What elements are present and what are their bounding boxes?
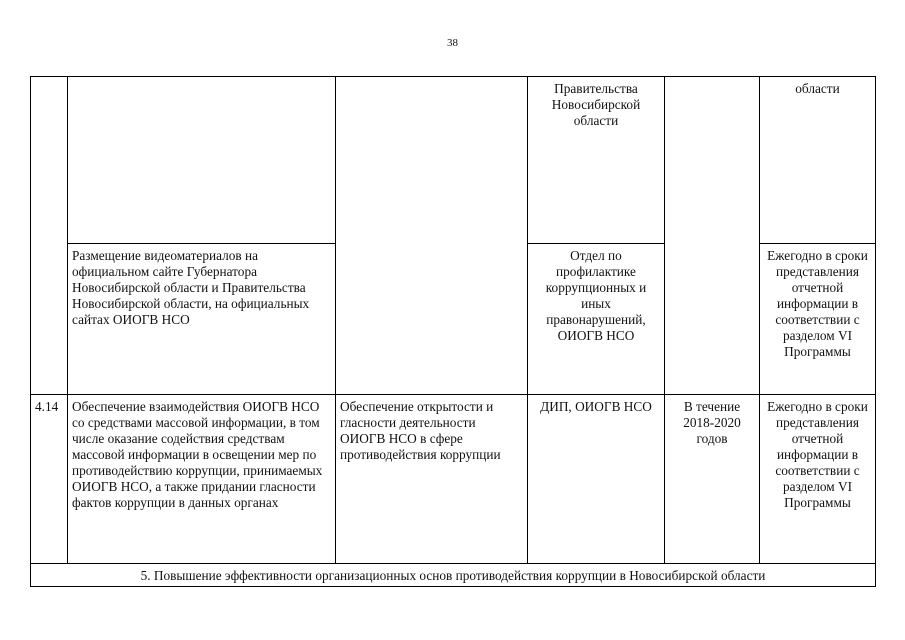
cell-result-cont <box>336 77 528 395</box>
cell-term-4-14: В течение 2018-2020 годов <box>665 395 760 564</box>
cell-deadline-cont: области <box>760 77 876 244</box>
cell-result-4-14: Обеспечение открытости и гласности деятельности ОИОГВ НСО в сфере противодействия коррупции <box>336 395 528 564</box>
table-row-section-5 <box>31 564 876 587</box>
cell-measure-video: Размещение видеоматериалов на официальном сайте Губернатора Новосибирской области и Правительства Новосибирской области, на официальных сайтах ОИОГВ НСО <box>68 244 336 395</box>
cell-measure-cont <box>68 77 336 244</box>
table-row-continuation <box>31 77 876 244</box>
cell-executor-video: Отдел по профилактике коррупционных и иных правонарушений, ОИОГВ НСО <box>528 244 665 395</box>
cell-measure-4-14: Обеспечение взаимодействия ОИОГВ НСО со средствами массовой информации, в том числе оказание содействия средствам массовой информации в освещении мер по противодействию коррупции, принимаемых ОИОГВ НСО, а также придании гласности фактов коррупции в данных органах <box>68 395 336 564</box>
section-5-heading: 5. Повышение эффективности организационных основ противодействия коррупции в Новосибирской области <box>31 564 876 587</box>
cell-term-cont <box>665 77 760 395</box>
cell-executor-cont: Правительства Новосибирской области <box>528 77 665 244</box>
cell-deadline-4-14: Ежегодно в сроки представления отчетной информации в соответствии с разделом VI Программы <box>760 395 876 564</box>
cell-executor-4-14: ДИП, ОИОГВ НСО <box>528 395 665 564</box>
table-row-4-14 <box>31 395 876 564</box>
cell-num-cont <box>31 77 68 395</box>
cell-deadline-video: Ежегодно в сроки представления отчетной информации в соответствии с разделом VI Программы <box>760 244 876 395</box>
page-number: 38 <box>447 37 458 49</box>
measures-table <box>30 76 876 587</box>
cell-num-4-14: 4.14 <box>31 395 68 564</box>
